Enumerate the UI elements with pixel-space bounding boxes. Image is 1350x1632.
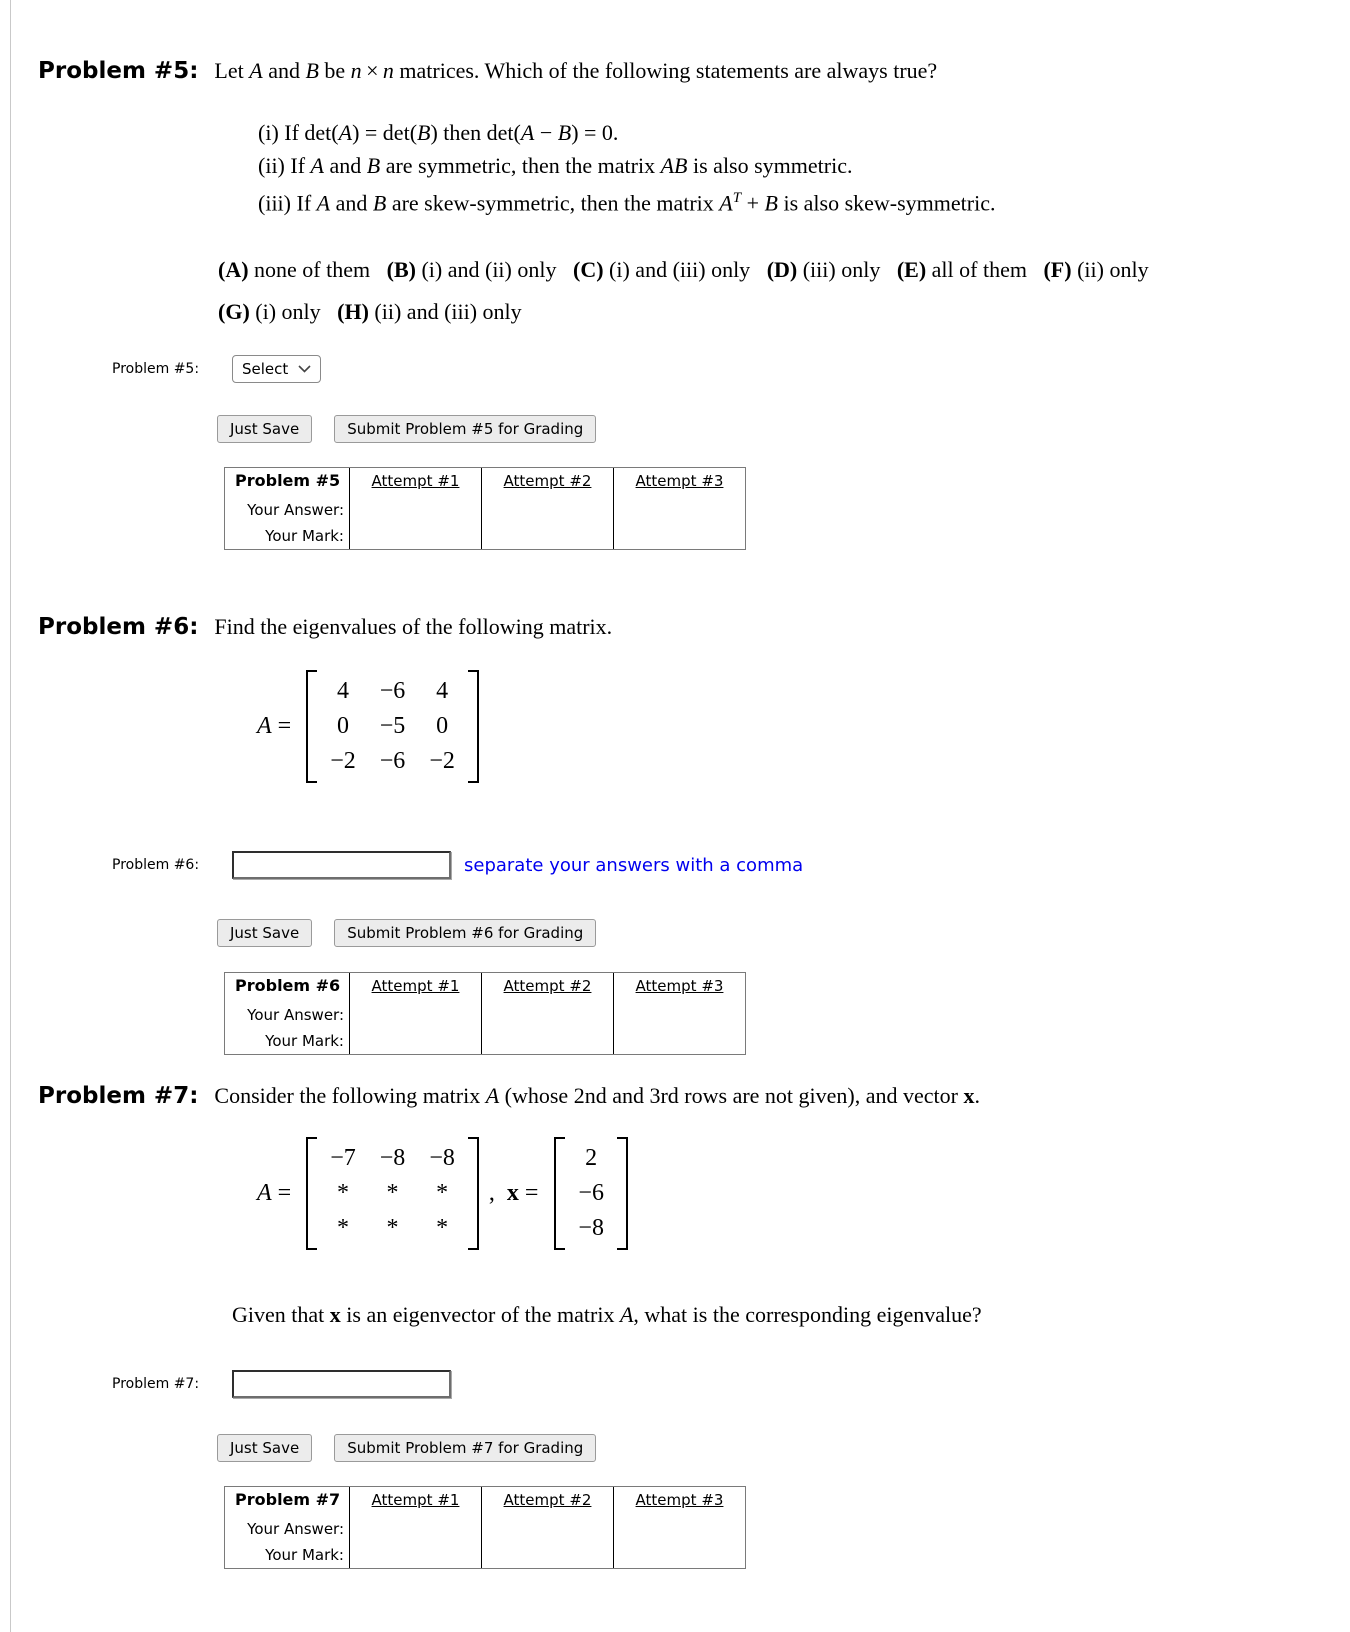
matrix-a-values: −7 −8 −8 * * * * * * <box>330 1145 455 1242</box>
select-value: Select <box>242 360 289 379</box>
page <box>10 0 1350 1632</box>
problem-7-section <box>11 1083 1350 1569</box>
score-table-title: Problem #7 <box>235 1490 341 1510</box>
score-table-title: Problem #6 <box>235 976 341 996</box>
just-save-button[interactable]: Just Save <box>217 919 312 947</box>
attempt-1-link[interactable]: Attempt #1 <box>371 1491 460 1510</box>
attempt-3-cell <box>613 468 745 549</box>
your-answer-label: Your Answer: <box>247 1006 344 1025</box>
just-save-button[interactable]: Just Save <box>217 415 312 443</box>
problem-7-answer-label: Problem #7: <box>112 1376 200 1393</box>
vector-x-label: , x = <box>488 1180 545 1207</box>
attempt-2-link[interactable]: Attempt #2 <box>503 977 592 996</box>
problem-6-answer-label: Problem #6: <box>112 857 200 874</box>
chevron-down-icon <box>298 365 311 373</box>
problem-7-statement: Consider the following matrix A (whose 2nd and 3rd rows are not given), and vector x. <box>214 1083 980 1109</box>
problem-6-section <box>11 614 1350 1055</box>
right-bracket <box>617 1137 628 1250</box>
answer-options-line-1: (A) none of them (B) (i) and (ii) only (C) (i) and (iii) only (D) (iii) only (E) all of them (F) (ii) only <box>218 257 1149 283</box>
answer-options-line-2: (G) (i) only (H) (ii) and (iii) only <box>218 299 522 325</box>
attempt-2-link[interactable]: Attempt #2 <box>503 472 592 491</box>
attempt-2-link[interactable]: Attempt #2 <box>503 1491 592 1510</box>
submit-grading-button[interactable]: Submit Problem #5 for Grading <box>334 415 596 443</box>
matrix-a-label: A = <box>257 1180 298 1207</box>
matrix-a-label: A = <box>257 713 298 740</box>
condition-i: (i) If det(A) = det(B) then det(A − B) = 0. <box>258 120 619 145</box>
problem-5-section <box>11 0 1350 550</box>
problem-6-heading: Problem #6: <box>38 614 199 641</box>
attempt-1-cell <box>349 1487 481 1568</box>
attempt-1-link[interactable]: Attempt #1 <box>371 977 460 996</box>
matrix-a <box>257 670 1350 783</box>
problem-6-statement: Find the eigenvalues of the following matrix. <box>214 614 613 640</box>
problem-7-answer-input[interactable] <box>232 1370 451 1398</box>
problem-5-heading: Problem #5: <box>38 58 199 84</box>
attempt-2-cell <box>481 973 613 1054</box>
attempt-3-cell <box>613 1487 745 1568</box>
matrix-a-values: 4 −6 4 0 −5 0 −2 −6 −2 <box>330 678 455 775</box>
condition-ii: (ii) If A and B are symmetric, then the matrix AB is also symmetric. <box>258 153 853 178</box>
your-mark-label: Your Mark: <box>265 527 344 546</box>
left-bracket <box>306 670 317 783</box>
problem-7-heading: Problem #7: <box>38 1083 199 1110</box>
attempt-3-link[interactable]: Attempt #3 <box>635 472 724 491</box>
score-table-title: Problem #5 <box>235 471 341 491</box>
problem-5-statement: Let A and B be n × n matrices. Which of the following statements are always true? <box>214 58 938 83</box>
problem-6-answer-input[interactable] <box>232 851 451 879</box>
problem-7-score-table <box>224 1486 746 1569</box>
answer-options <box>218 249 1350 333</box>
right-bracket <box>468 670 479 783</box>
attempt-3-cell <box>613 973 745 1054</box>
just-save-button[interactable]: Just Save <box>217 1434 312 1462</box>
your-answer-label: Your Answer: <box>247 1520 344 1539</box>
answer-hint: separate your answers with a comma <box>464 854 804 876</box>
left-bracket <box>554 1137 565 1250</box>
problem-6-score-table <box>224 972 746 1055</box>
your-mark-label: Your Mark: <box>265 1546 344 1565</box>
submit-grading-button[interactable]: Submit Problem #6 for Grading <box>334 919 596 947</box>
problem-5-answer-select[interactable] <box>232 355 321 383</box>
eigenvalue-question: Given that x is an eigenvector of the matrix A, what is the corresponding eigenvalue? <box>232 1302 982 1328</box>
attempt-3-link[interactable]: Attempt #3 <box>635 977 724 996</box>
matrix-and-vector <box>257 1137 1350 1250</box>
problem-5-score-table <box>224 467 746 550</box>
attempt-3-link[interactable]: Attempt #3 <box>635 1491 724 1510</box>
attempt-1-cell <box>349 468 481 549</box>
attempt-2-cell <box>481 468 613 549</box>
submit-grading-button[interactable]: Submit Problem #7 for Grading <box>334 1434 596 1462</box>
condition-iii: (iii) If A and B are skew-symmetric, then the matrix $A^T + B$ is also skew-symmetric. <box>258 190 996 216</box>
attempt-1-cell <box>349 973 481 1054</box>
problem-5-answer-label: Problem #5: <box>112 361 200 378</box>
vector-x-values: 2 −6 −8 <box>578 1145 604 1242</box>
left-bracket <box>306 1137 317 1250</box>
attempt-2-cell <box>481 1487 613 1568</box>
right-bracket <box>468 1137 479 1250</box>
your-answer-label: Your Answer: <box>247 501 344 520</box>
problem-5-conditions <box>258 116 1350 219</box>
attempt-1-link[interactable]: Attempt #1 <box>371 472 460 491</box>
your-mark-label: Your Mark: <box>265 1032 344 1051</box>
